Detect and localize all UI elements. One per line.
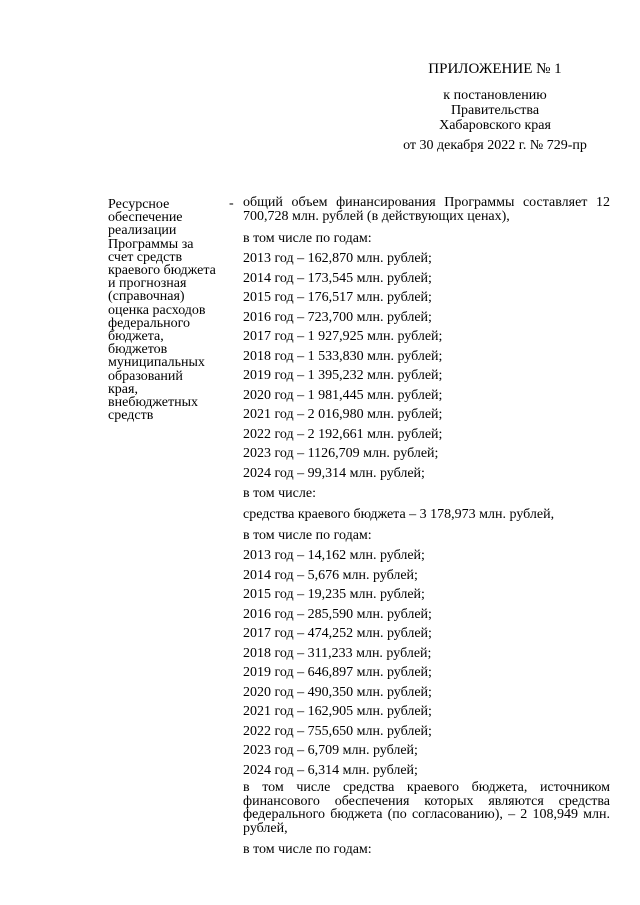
total-year-row: 2021 год – 2 016,980 млн. рублей; [243,407,443,422]
label-line: Программы за [108,236,194,252]
header-line-2: Правительства [450,103,540,118]
label-line: бюджета, [108,329,164,345]
regional-budget-total: средства краевого бюджета – 3 178,973 млн. рублей, [243,507,555,522]
regional-year-row: 2013 год – 14,162 млн. рублей; [243,548,425,563]
funding-content [243,196,610,860]
label-line: (справочная) [108,289,185,305]
resource-support-label [108,198,218,422]
including-heading: в том числе: [243,486,316,501]
label-line: федерального [108,315,191,331]
regional-year-row: 2015 год – 19,235 млн. рублей; [243,587,425,602]
label-line: образований [108,368,183,384]
label-line: внебюджетных [108,395,199,411]
label-line: обеспечение [108,210,183,226]
total-year-row: 2015 год – 176,517 млн. рублей; [243,290,432,305]
label-line: Ресурсное [108,197,170,212]
label-line: средств [108,408,154,424]
regional-year-row: 2021 год – 162,905 млн. рублей; [243,704,432,719]
regional-year-row: 2017 год – 474,252 млн. рублей; [243,626,432,641]
appendix-title: ПРИЛОЖЕНИЕ № 1 [428,61,562,77]
regional-year-row: 2018 год – 311,233 млн. рублей; [243,645,432,661]
header-decree-date: от 30 декабря 2022 г. № 729-пр [403,138,587,153]
total-year-row: 2018 год – 1 533,830 млн. рублей; [243,348,443,364]
total-year-row: 2016 год – 723,700 млн. рублей; [243,309,432,325]
label-line: и прогнозная [108,276,187,292]
regional-year-row: 2022 год – 755,650 млн. рублей; [243,723,432,739]
regional-year-row: 2020 год – 490,350 млн. рублей; [243,684,432,700]
label-line: бюджетов [108,342,168,358]
header-line-3: Хабаровского края [439,118,551,133]
label-line: оценка расходов [108,302,206,318]
total-year-row: 2023 год – 1126,709 млн. рублей; [243,446,439,461]
total-year-row: 2019 год – 1 395,232 млн. рублей; [243,368,443,383]
by-years-heading: в том числе по годам: [243,528,372,543]
appendix-header [380,60,610,153]
label-line: края, [108,381,138,397]
by-years-heading: в том числе по годам: [243,231,372,246]
federal-source-paragraph: в том числе средства краевого бюджета, источником финансового обеспечения которых являются средства федерального бюджета (по согласованию), – 2 108,949 млн. рублей, [243,780,610,836]
total-funding-paragraph: общий объем финансирования Программы составляет 12 700,728 млн. рублей (в действующих ценах), [243,195,610,224]
regional-year-row: 2023 год – 6,709 млн. рублей; [243,743,418,758]
label-line: реализации [108,223,177,239]
total-year-row: 2024 год – 99,314 млн. рублей; [243,465,425,481]
total-year-row: 2020 год – 1 981,445 млн. рублей; [243,387,443,403]
label-line: счет средств [108,249,183,265]
label-line: краевого бюджета [108,263,216,279]
regional-year-row: 2019 год – 646,897 млн. рублей; [243,665,432,680]
regional-year-row: 2014 год – 5,676 млн. рублей; [243,567,418,583]
label-line: муниципальных [108,355,205,371]
by-years-heading: в том числе по годам: [243,842,372,857]
total-year-row: 2017 год – 1 927,925 млн. рублей; [243,329,443,344]
separator-dash: - [229,196,234,211]
total-year-row: 2013 год – 162,870 млн. рублей; [243,251,432,266]
regional-year-row: 2016 год – 285,590 млн. рублей; [243,606,432,622]
header-line-1: к постановлению [443,88,547,103]
total-year-row: 2022 год – 2 192,661 млн. рублей; [243,426,443,442]
regional-year-row: 2024 год – 6,314 млн. рублей; [243,762,418,778]
total-year-row: 2014 год – 173,545 млн. рублей; [243,270,432,286]
